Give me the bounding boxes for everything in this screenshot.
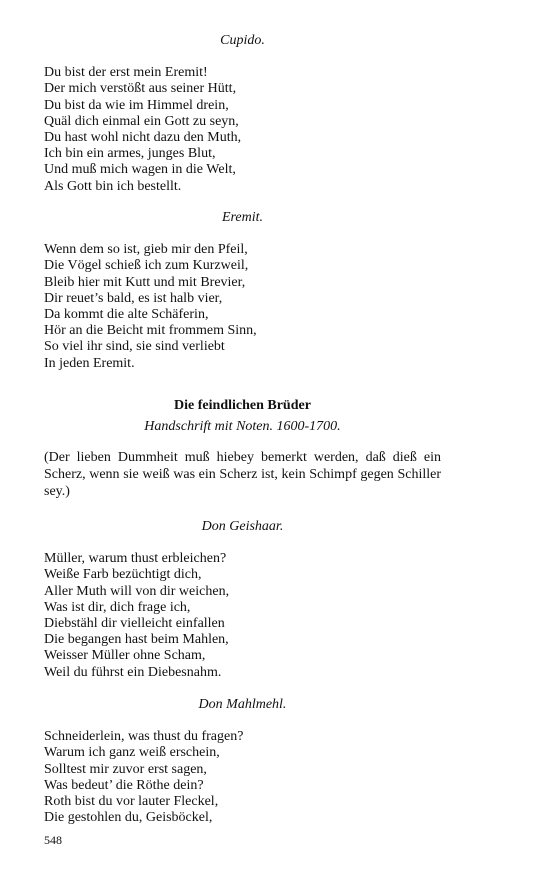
- verse-line: Die begangen hast beim Mahlen,: [44, 632, 229, 648]
- stanza-don-geishaar: [44, 519, 441, 681]
- verse-line: Du bist der erst mein Eremit!: [44, 65, 208, 81]
- poem-header: [44, 398, 441, 500]
- verse-line: Du bist da wie im Himmel drein,: [44, 97, 229, 113]
- verse-line: Hör an die Beicht mit frommem Sinn,: [44, 323, 257, 339]
- verse-line: Und muß mich wagen in die Welt,: [44, 162, 236, 178]
- verse-line: Diebstähl dir vielleicht einfallen: [44, 616, 225, 632]
- verse-line: Weisser Müller ohne Scham,: [44, 648, 206, 664]
- verse-line: Warum ich ganz weiß erschein,: [44, 745, 220, 761]
- stanza-eremit: [44, 210, 441, 372]
- verse-line: Die gestohlen du, Geisböckel,: [44, 810, 213, 826]
- verse-line: Da kommt die alte Schäferin,: [44, 307, 209, 323]
- speaker-heading: Don Geishaar.: [201, 519, 284, 534]
- verse-line: Was bedeut’ die Röthe dein?: [44, 777, 204, 793]
- poem-subtitle: Handschrift mit Noten. 1600-1700.: [144, 419, 341, 435]
- verse-line: Aller Muth will von dir weichen,: [44, 583, 230, 599]
- page-number: 548: [44, 833, 62, 847]
- verse-line: Roth bist du vor lauter Fleckel,: [44, 794, 219, 810]
- verse-line: Bleib hier mit Kutt und mit Brevier,: [44, 274, 246, 290]
- verse-line: Weiße Farb bezüchtigt dich,: [44, 567, 202, 583]
- verse-line: Du hast wohl nicht dazu den Muth,: [44, 130, 242, 146]
- verse-line: Solltest mir zuvor erst sagen,: [44, 761, 207, 777]
- verse-line: Die Vögel schieß ich zum Kurzweil,: [44, 258, 249, 274]
- verse-line: So viel ihr sind, sie sind verliebt: [44, 339, 225, 355]
- verse-line: Der mich verstößt aus seiner Hütt,: [44, 81, 237, 97]
- editorial-note: (Der lieben Dummheit muß hiebey bemerkt werden, daß dieß ein Scherz, wenn sie weiß was ein Scherz ist, kein Schimpf gegen Schiller sey.): [44, 450, 441, 500]
- verse-line: Quäl dich einmal ein Gott zu seyn,: [44, 113, 239, 129]
- verse-line: In jeden Eremit.: [44, 355, 135, 371]
- verse-line: Weil du führst ein Diebesnahm.: [44, 664, 222, 680]
- poem-title: Die feindlichen Brüder: [174, 398, 311, 413]
- verse-line: Ich bin ein armes, junges Blut,: [44, 146, 216, 162]
- verse-line: Schneiderlein, was thust du fragen?: [44, 729, 244, 745]
- speaker-heading: Don Mahlmehl.: [198, 697, 287, 712]
- speaker-heading: Cupido.: [220, 33, 265, 48]
- speaker-heading: Eremit.: [221, 210, 264, 225]
- stanza-don-mahlmehl: [44, 697, 441, 826]
- verse-line: Dir reuet’s bald, es ist halb vier,: [44, 290, 223, 306]
- verse-line: Was ist dir, dich frage ich,: [44, 599, 191, 615]
- stanza-cupido: [44, 33, 441, 195]
- verse-line: Als Gott bin ich bestellt.: [44, 178, 182, 194]
- verse-line: Müller, warum thust erbleichen?: [44, 551, 227, 567]
- verse-line: Wenn dem so ist, gieb mir den Pfeil,: [44, 242, 248, 258]
